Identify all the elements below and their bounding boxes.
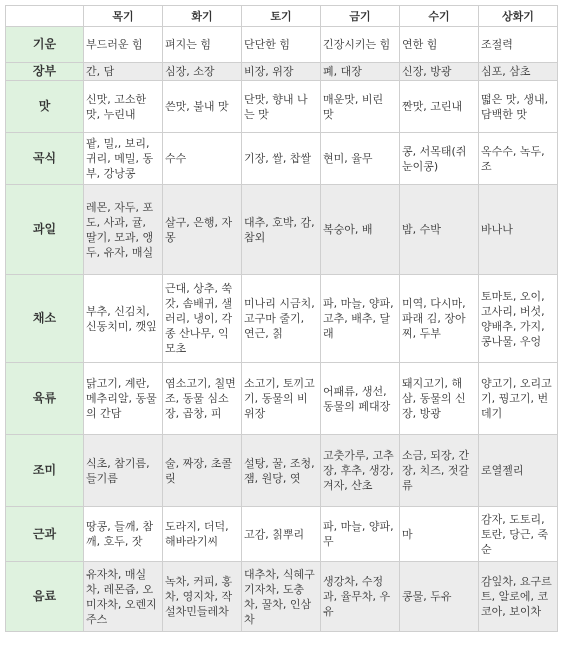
table-cell: 닭고기, 계란, 메추리알, 동물의 간담 xyxy=(84,363,163,435)
table-cell: 고춧가루, 고추장, 후추, 생강, 겨자, 산초 xyxy=(321,435,400,507)
table-cell: 미나리 시금치, 고구마 줄기, 연근, 칡 xyxy=(242,275,321,363)
table-row xyxy=(6,133,558,185)
row-header: 음료 xyxy=(6,562,84,632)
table-cell: 현미, 율무 xyxy=(321,133,400,185)
table-cell: 대추, 호박, 감, 참외 xyxy=(242,185,321,275)
table-cell: 심포, 삼초 xyxy=(479,63,558,81)
table-row xyxy=(6,562,558,632)
table-cell: 폐, 대장 xyxy=(321,63,400,81)
table-cell: 바나나 xyxy=(479,185,558,275)
table-cell: 쓴맛, 불내 맛 xyxy=(163,81,242,133)
table-cell: 근대, 상추, 쑥갓, 솜배귀, 샐러리, 냉이, 각종 산나무, 익모초 xyxy=(163,275,242,363)
table-cell: 유자차, 매실차, 레몬즙, 오미자차, 오렌지주스 xyxy=(84,562,163,632)
table-cell: 팥, 밀,, 보리, 귀리, 메밀, 동부, 강낭콩 xyxy=(84,133,163,185)
row-header: 채소 xyxy=(6,275,84,363)
table-cell: 신장, 방광 xyxy=(400,63,479,81)
table-cell: 녹차, 커피, 홍차, 영지차, 작설차민들레차 xyxy=(163,562,242,632)
table-cell: 식초, 참기름, 들기름 xyxy=(84,435,163,507)
table-cell: 설탕, 꿀, 조청, 잼, 원당, 엿 xyxy=(242,435,321,507)
element-food-table xyxy=(5,5,558,632)
column-header: 상화기 xyxy=(479,6,558,27)
table-cell: 매운맛, 비린 맛 xyxy=(321,81,400,133)
row-header: 맛 xyxy=(6,81,84,133)
column-header: 수기 xyxy=(400,6,479,27)
table-row xyxy=(6,27,558,63)
column-header: 목기 xyxy=(84,6,163,27)
table-cell: 옥수수, 녹두, 조 xyxy=(479,133,558,185)
table-row xyxy=(6,185,558,275)
table-row xyxy=(6,81,558,133)
table-cell: 단단한 힘 xyxy=(242,27,321,63)
table-row xyxy=(6,363,558,435)
table-cell: 간, 담 xyxy=(84,63,163,81)
table-cell: 펴지는 힘 xyxy=(163,27,242,63)
table-cell: 콩, 서목태(쥐눈이콩) xyxy=(400,133,479,185)
table-cell: 염소고기, 칠면조, 동물 심소장, 곱창, 피 xyxy=(163,363,242,435)
table-row xyxy=(6,507,558,562)
table-cell: 고감, 칡뿌리 xyxy=(242,507,321,562)
column-header: 금기 xyxy=(321,6,400,27)
table-cell: 대추차, 식혜구기자차, 도충차, 꿀차, 인삼차 xyxy=(242,562,321,632)
table-row xyxy=(6,435,558,507)
table-cell: 긴장시키는 힘 xyxy=(321,27,400,63)
table-row xyxy=(6,63,558,81)
header-row xyxy=(6,6,558,27)
column-header: 토기 xyxy=(242,6,321,27)
table-cell: 어패류, 생선, 동물의 페대장 xyxy=(321,363,400,435)
table-cell: 레몬, 자두, 포도, 사과, 귤, 딸기, 모과, 앵두, 유자, 매실 xyxy=(84,185,163,275)
table-cell: 기장, 쌀, 찹쌀 xyxy=(242,133,321,185)
row-header: 근과 xyxy=(6,507,84,562)
table-cell: 조절력 xyxy=(479,27,558,63)
column-header: 화기 xyxy=(163,6,242,27)
table-cell: 단맛, 향내 나는 맛 xyxy=(242,81,321,133)
table-cell: 감잎차, 요구르트, 알로에, 코코아, 보이차 xyxy=(479,562,558,632)
table-cell: 생강차, 수정과, 율무차, 우유 xyxy=(321,562,400,632)
table-row xyxy=(6,275,558,363)
table-cell: 소고기, 토끼고기, 동물의 비위장 xyxy=(242,363,321,435)
table-cell: 돼지고기, 해삼, 동물의 신장, 방광 xyxy=(400,363,479,435)
table-cell: 밤, 수박 xyxy=(400,185,479,275)
row-header: 과일 xyxy=(6,185,84,275)
table-cell: 짠맛, 고린내 xyxy=(400,81,479,133)
table-cell: 로열젤리 xyxy=(479,435,558,507)
table-cell: 신맛, 고소한 맛, 누린내 xyxy=(84,81,163,133)
table-cell: 비장, 위장 xyxy=(242,63,321,81)
table-cell: 도라지, 더덕, 해바라기씨 xyxy=(163,507,242,562)
table-cell: 부추, 신김치, 신동치미, 깻잎 xyxy=(84,275,163,363)
table-cell: 파, 마늘, 양파, 무 xyxy=(321,507,400,562)
table-cell: 떫은 맛, 생내, 담백한 맛 xyxy=(479,81,558,133)
table-cell: 콩물, 두유 xyxy=(400,562,479,632)
table-cell: 마 xyxy=(400,507,479,562)
table-cell: 연한 힘 xyxy=(400,27,479,63)
table-cell: 수수 xyxy=(163,133,242,185)
table-cell: 토마토, 오이, 고사리, 버섯, 양배추, 가지, 콩나물, 우엉 xyxy=(479,275,558,363)
header-corner-cell xyxy=(6,6,84,27)
row-header: 조미 xyxy=(6,435,84,507)
row-header: 기운 xyxy=(6,27,84,63)
table-cell: 감자, 도토리, 토란, 당근, 죽순 xyxy=(479,507,558,562)
row-header: 육류 xyxy=(6,363,84,435)
table-cell: 술, 짜장, 초콜릿 xyxy=(163,435,242,507)
row-header: 곡식 xyxy=(6,133,84,185)
table-cell: 양고기, 오리고기, 꿩고기, 번데기 xyxy=(479,363,558,435)
table-cell: 땅콩, 들깨, 참깨, 호두, 잣 xyxy=(84,507,163,562)
table-cell: 살구, 은행, 자몽 xyxy=(163,185,242,275)
table-cell: 미역, 다시마, 파래 김, 장아찌, 두부 xyxy=(400,275,479,363)
table-cell: 파, 마늘, 양파, 고추, 배추, 달래 xyxy=(321,275,400,363)
row-header: 장부 xyxy=(6,63,84,81)
table-cell: 소금, 되장, 간장, 치즈, 젓갈류 xyxy=(400,435,479,507)
table-cell: 복숭아, 배 xyxy=(321,185,400,275)
table-cell: 심장, 소장 xyxy=(163,63,242,81)
table-cell: 부드러운 힘 xyxy=(84,27,163,63)
